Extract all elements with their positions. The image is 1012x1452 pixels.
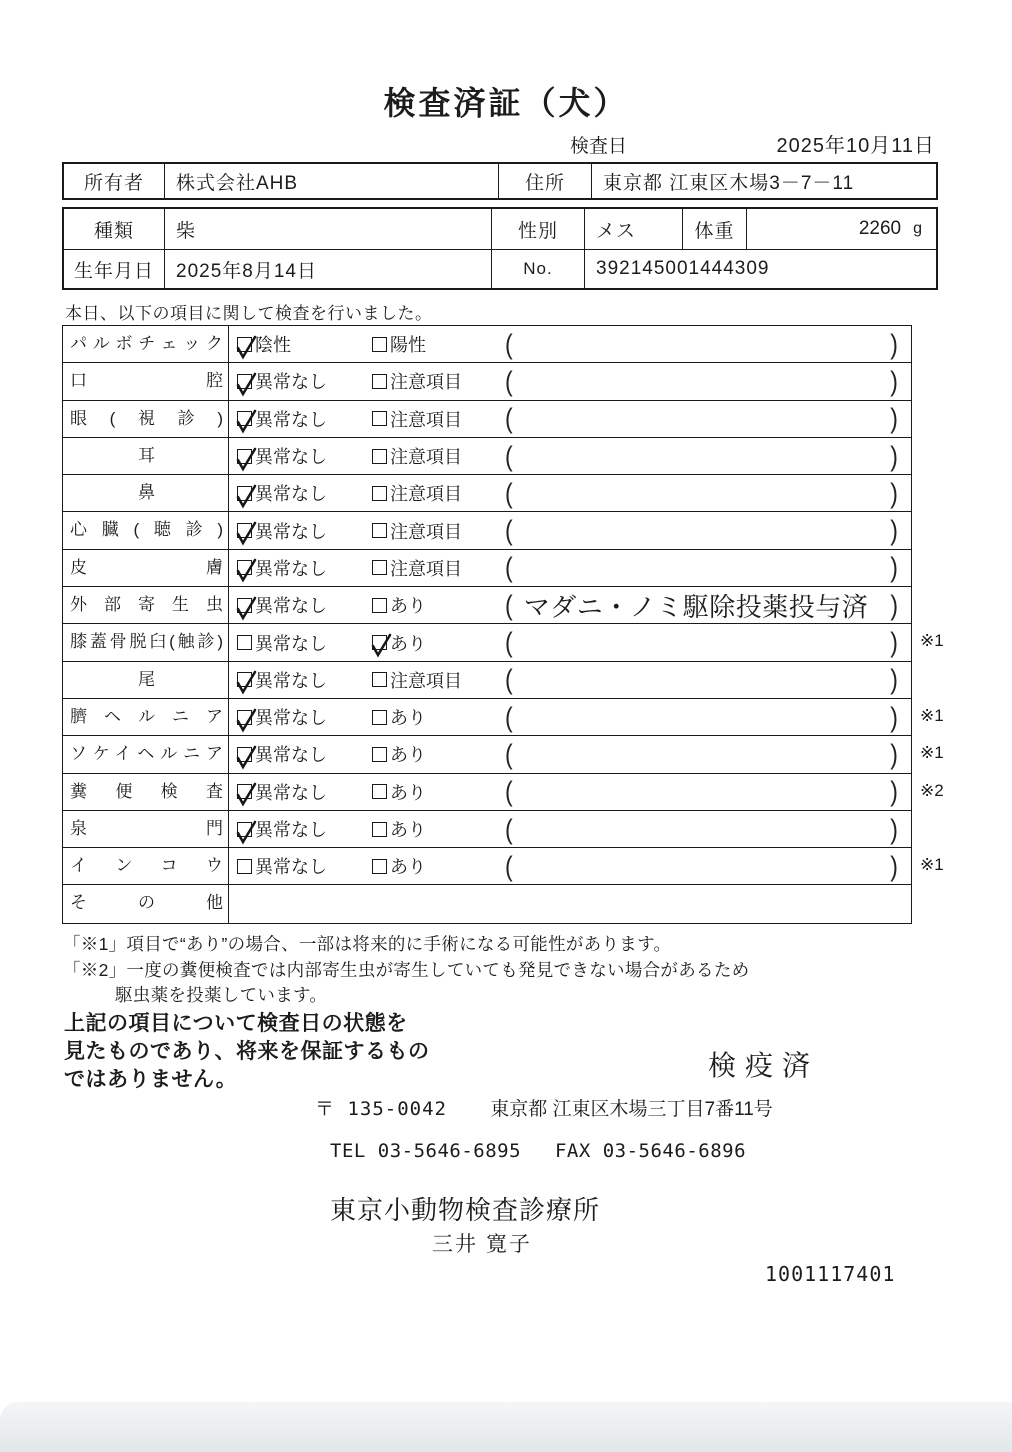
checkbox-icon — [372, 822, 387, 837]
checkbox-icon — [237, 598, 252, 613]
checkbox-icon — [372, 486, 387, 501]
checkbox-icon — [372, 710, 387, 725]
page-title: 検査済証（犬） — [383, 85, 629, 121]
inspection-item-label: 心臓(聴診) — [63, 512, 229, 548]
inspection-row — [63, 512, 911, 549]
checkbox-icon — [237, 337, 252, 352]
checkbox-icon — [237, 635, 252, 650]
inspection-row — [63, 475, 911, 512]
inspection-row — [63, 587, 911, 624]
inspection-item-label: パルボチェック — [63, 326, 229, 362]
option-label: 異常なし — [255, 484, 327, 505]
pet-table — [62, 207, 938, 290]
result-option-1 — [237, 331, 372, 357]
paren-close: ) — [890, 439, 898, 472]
result-option-1 — [237, 704, 372, 730]
option-label: 異常なし — [255, 596, 327, 617]
pet-row-birth — [64, 250, 936, 288]
paren-close: ) — [890, 327, 898, 360]
result-option-1 — [237, 741, 372, 767]
owner-table — [62, 162, 938, 200]
footnote-1: 「※1」項目で“あり”の場合、一部は将来的に手術になる可能性があります。 — [63, 934, 672, 954]
paren-close: ) — [890, 738, 898, 770]
clinic-address: 東京都 江東区木場三丁目7番11号 — [490, 1099, 773, 1120]
option-label: 異常なし — [255, 857, 327, 878]
checkbox-icon — [237, 523, 252, 538]
paren-close: ) — [890, 626, 898, 658]
inspection-result-cell — [229, 662, 911, 698]
checkbox-icon — [372, 598, 387, 613]
result-option-2 — [372, 518, 505, 544]
reference-mark: ※1 — [920, 743, 944, 763]
disclaimer-line-1: 上記の項目について検査日の状態を — [64, 1012, 408, 1035]
inspection-item-label: 口腔 — [63, 363, 229, 399]
checkmark-icon — [234, 669, 259, 696]
result-option-2 — [372, 667, 505, 693]
veterinarian-name: 三井 寛子 — [432, 1233, 532, 1256]
result-option-1 — [237, 555, 372, 581]
checkbox-icon — [372, 560, 387, 575]
result-option-2 — [372, 443, 505, 469]
paren-open: ( — [505, 663, 513, 695]
clinic-address-line — [315, 1094, 773, 1121]
paren-open: ( — [505, 700, 513, 733]
option-label: 異常なし — [255, 708, 327, 729]
option-label: 注意項目 — [390, 484, 462, 505]
option-label: あり — [390, 633, 426, 654]
checkmark-icon — [234, 744, 259, 771]
inspection-item-label: 尾 — [63, 662, 229, 698]
owner-label: 所有者 — [64, 164, 165, 198]
option-label: 陰性 — [255, 335, 291, 356]
checkmark-icon — [234, 408, 259, 435]
paren-close: ) — [890, 812, 898, 844]
inspection-row — [63, 736, 944, 773]
inspection-item-label: 耳 — [63, 438, 229, 474]
checkbox-icon — [372, 374, 387, 389]
checkmark-icon — [234, 446, 259, 473]
inspection-row — [63, 550, 911, 587]
inspection-row — [63, 699, 944, 736]
inspection-row — [63, 438, 911, 475]
result-option-2 — [372, 741, 505, 767]
option-label: あり — [390, 857, 426, 878]
disclaimer-line-3: ではありません。 — [64, 1068, 238, 1091]
checkbox-icon — [237, 747, 252, 762]
checkmark-icon — [234, 707, 259, 734]
quarantine-seal: 検疫済 — [708, 1050, 820, 1081]
checkbox-icon — [237, 374, 252, 389]
checkbox-icon — [237, 449, 252, 464]
option-label: 異常なし — [255, 372, 327, 393]
inspection-row — [63, 774, 944, 811]
option-label: 異常なし — [255, 820, 327, 840]
checkmark-icon — [234, 371, 259, 398]
result-option-2 — [372, 368, 505, 394]
option-label: 異常なし — [255, 521, 327, 542]
result-option-1 — [237, 779, 372, 805]
inspection-row — [63, 363, 911, 400]
paren-open: ( — [505, 514, 513, 546]
clinic-tel: TEL 03-5646-6895 — [330, 1140, 522, 1162]
result-option-1 — [237, 443, 372, 469]
scan-artifact-bottom — [0, 1402, 1012, 1452]
inspection-table — [62, 325, 944, 924]
result-option-2 — [372, 555, 505, 581]
paren-open: ( — [505, 589, 513, 621]
no-label: No. — [492, 250, 585, 288]
inspection-item-label: ソケイヘルニア — [63, 736, 229, 772]
paren-open: ( — [505, 551, 513, 583]
pet-row-breed — [64, 209, 936, 250]
result-option-1 — [237, 480, 372, 506]
inspection-result-cell — [229, 550, 911, 586]
paren-close: ) — [890, 365, 898, 397]
inspection-item-label: 泉門 — [63, 811, 229, 847]
disclaimer-line-2: 見たものであり、将来を保証するもの — [64, 1040, 430, 1063]
inspection-item-label: 臍ヘルニア — [63, 699, 229, 735]
inspection-result-cell — [229, 363, 911, 399]
paren-open: ( — [505, 850, 513, 882]
weight-label: 体重 — [683, 209, 747, 249]
clinic-fax: FAX 03-5646-6896 — [554, 1140, 747, 1162]
inspection-result-cell — [229, 848, 911, 884]
inspection-item-label: 糞便検査 — [63, 774, 229, 810]
result-option-2 — [372, 630, 505, 656]
checkbox-icon — [237, 560, 252, 575]
checkmark-icon — [234, 520, 259, 547]
option-label: あり — [390, 820, 426, 840]
checkmark-icon — [234, 334, 259, 361]
result-option-1 — [237, 816, 372, 842]
option-label: 注意項目 — [390, 409, 462, 430]
paren-open: ( — [505, 477, 513, 509]
inspection-result-cell — [229, 885, 911, 922]
option-label: 注意項目 — [390, 521, 462, 542]
checkbox-icon — [372, 747, 387, 762]
option-label: 異常なし — [255, 670, 327, 691]
inspection-item-label: 眼(視診) — [63, 401, 229, 437]
document-number: 1001117401 — [765, 1262, 896, 1286]
inspection-item-label: インコウ — [63, 848, 229, 884]
reference-mark: ※2 — [920, 780, 944, 800]
inspection-result-cell — [229, 326, 911, 362]
inspection-row — [63, 326, 911, 363]
sex-label: 性別 — [492, 209, 585, 249]
option-label: あり — [390, 708, 426, 729]
checkbox-icon — [372, 859, 387, 874]
result-option-2 — [372, 480, 505, 506]
result-option-1 — [237, 592, 372, 618]
no-value: 392145001444309 — [596, 258, 770, 279]
result-option-1 — [237, 406, 372, 432]
checkbox-icon — [237, 486, 252, 501]
result-option-2 — [372, 592, 505, 618]
option-label: 注意項目 — [390, 372, 462, 393]
option-label: 注意項目 — [390, 670, 462, 691]
checkbox-icon — [237, 822, 252, 837]
remark-text: マダニ・ノミ駆除投薬投与済 — [523, 591, 869, 622]
paren-close: ) — [890, 663, 898, 695]
result-option-2 — [372, 853, 505, 879]
result-option-2 — [372, 406, 505, 432]
inspection-row — [63, 811, 911, 848]
option-label: 異常なし — [255, 633, 327, 654]
option-label: 異常なし — [255, 745, 327, 766]
option-label: あり — [390, 745, 426, 766]
inspection-row — [63, 662, 911, 699]
inspection-result-cell — [229, 512, 911, 548]
option-label: 注意項目 — [390, 447, 462, 468]
checkbox-icon — [372, 449, 387, 464]
checkbox-icon — [372, 784, 387, 799]
inspection-item-label: 皮膚 — [63, 550, 229, 586]
result-option-1 — [237, 630, 372, 656]
result-option-2 — [372, 704, 505, 730]
checkbox-icon — [237, 859, 252, 874]
sex-value: メス — [585, 209, 683, 249]
clinic-name: 東京小動物検査診療所 — [330, 1195, 601, 1225]
paren-open: ( — [505, 327, 513, 360]
paren-open: ( — [505, 402, 513, 434]
option-label: 異常なし — [255, 447, 327, 468]
checkbox-icon — [237, 411, 252, 426]
checkmark-icon — [369, 632, 394, 659]
option-label: 異常なし — [255, 409, 327, 430]
inspection-row — [63, 848, 944, 885]
inspection-result-cell — [229, 811, 911, 847]
exam-date-value: 2025年10月11日 — [776, 135, 935, 157]
option-label: 陽性 — [390, 335, 426, 356]
inspection-result-cell — [229, 774, 911, 810]
option-label: あり — [390, 596, 426, 617]
checkbox-icon — [237, 710, 252, 725]
breed-value: 柴 — [165, 209, 492, 249]
checkbox-icon — [372, 523, 387, 538]
inspection-result-cell — [229, 736, 911, 772]
birth-label: 生年月日 — [64, 250, 165, 288]
checkbox-icon — [372, 337, 387, 352]
owner-address-label: 住所 — [499, 164, 592, 198]
inspection-row — [63, 401, 911, 438]
reference-mark: ※1 — [920, 631, 944, 651]
result-option-2 — [372, 779, 505, 805]
weight-cell — [747, 209, 936, 249]
inspection-row — [63, 885, 911, 922]
paren-open: ( — [505, 775, 513, 807]
inspection-result-cell — [229, 401, 911, 437]
clinic-phone-line — [330, 1140, 746, 1162]
inspection-result-cell — [229, 587, 911, 623]
weight-unit: g — [913, 220, 922, 237]
paren-open: ( — [505, 812, 513, 844]
checkbox-icon — [372, 635, 387, 650]
footnote-2-line1: 「※2」一度の糞便検査では内部寄生虫が寄生していても発見できない場合があるため — [63, 960, 750, 980]
paren-close: ) — [890, 775, 898, 807]
birth-value: 2025年8月14日 — [165, 250, 492, 288]
paren-open: ( — [505, 626, 513, 658]
paren-open: ( — [505, 738, 513, 770]
exam-date-label: 検査日 — [570, 136, 628, 157]
inspection-result-cell — [229, 438, 911, 474]
inspection-result-cell — [229, 624, 911, 660]
paren-open: ( — [505, 365, 513, 397]
clinic-postal-code: 〒 135-0042 — [315, 1098, 447, 1120]
inspection-item-label: 外部寄生虫 — [63, 587, 229, 623]
option-label: 異常なし — [255, 782, 327, 803]
checkbox-icon — [372, 411, 387, 426]
inspection-item-label: 鼻 — [63, 475, 229, 511]
option-label: 注意項目 — [390, 558, 462, 579]
reference-mark: ※1 — [920, 705, 944, 725]
paren-close: ) — [890, 700, 898, 733]
result-option-1 — [237, 518, 372, 544]
paren-close: ) — [890, 402, 898, 434]
result-option-1 — [237, 368, 372, 394]
checkbox-icon — [237, 672, 252, 687]
inspection-result-cell — [229, 475, 911, 511]
option-label: あり — [390, 782, 426, 803]
inspection-row — [63, 624, 944, 661]
result-option-1 — [237, 667, 372, 693]
option-label: 異常なし — [255, 558, 327, 579]
checkmark-icon — [234, 483, 259, 510]
breed-label: 種類 — [64, 209, 165, 249]
weight-value: 2260 — [858, 218, 902, 239]
inspection-item-label: その他 — [63, 885, 229, 922]
result-option-2 — [372, 331, 505, 357]
result-option-2 — [372, 816, 505, 842]
paren-close: ) — [890, 850, 898, 882]
paren-close: ) — [890, 514, 898, 546]
footnote-2-line2: 駆虫薬を投薬しています。 — [115, 985, 328, 1005]
reference-mark: ※1 — [920, 855, 944, 875]
disclaimer-text — [64, 1010, 430, 1094]
paren-close: ) — [890, 589, 898, 621]
result-option-1 — [237, 853, 372, 879]
checkbox-icon — [372, 672, 387, 687]
checkmark-icon — [234, 819, 259, 846]
checkmark-icon — [234, 557, 259, 584]
paren-open: ( — [505, 439, 513, 472]
inspection-item-label: 膝蓋骨脱臼(触診) — [63, 624, 229, 660]
checkmark-icon — [234, 595, 259, 622]
checkbox-icon — [237, 784, 252, 799]
checkmark-icon — [234, 781, 259, 808]
paren-close: ) — [890, 551, 898, 583]
inspection-result-cell — [229, 699, 911, 735]
intro-text: 本日、以下の項目に関して検査を行いました。 — [65, 304, 433, 323]
paren-close: ) — [890, 477, 898, 509]
owner-address-value: 東京都 江東区木場3－7－11 — [603, 172, 855, 194]
owner-value: 株式会社AHB — [165, 164, 499, 198]
